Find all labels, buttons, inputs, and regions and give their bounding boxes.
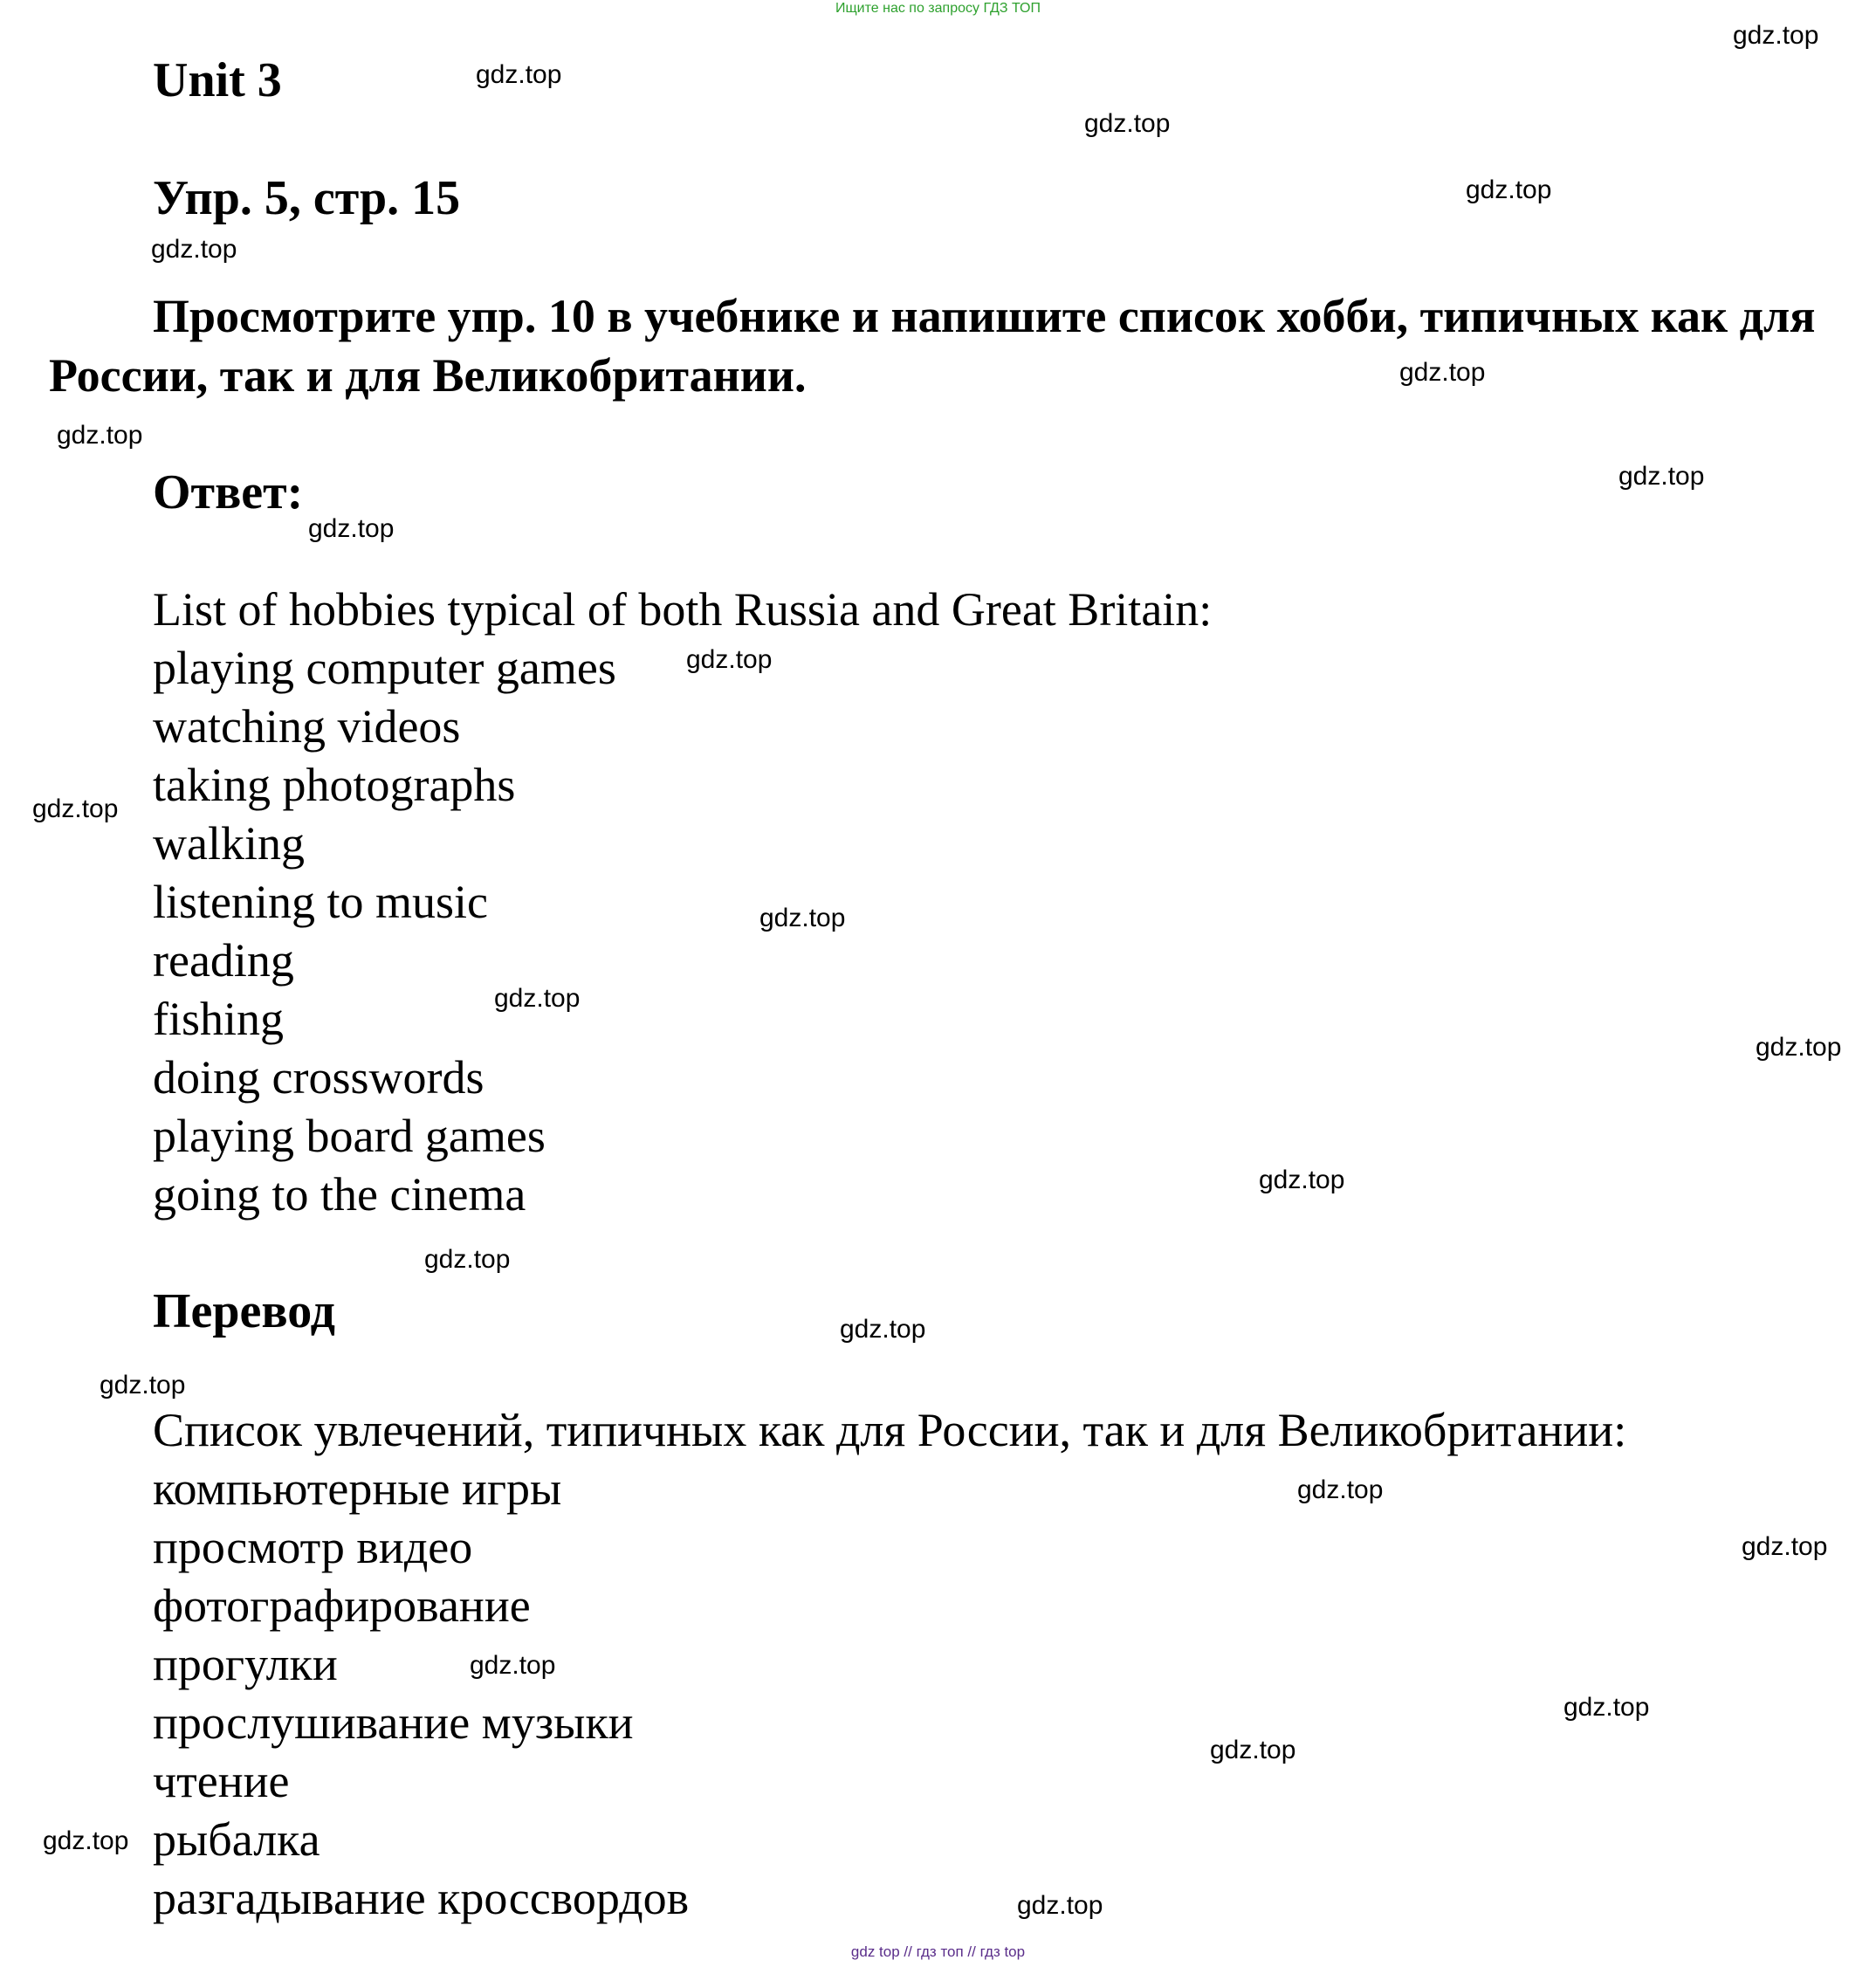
watermark: gdz.top <box>43 1826 129 1855</box>
answer-item: playing computer games <box>153 642 616 694</box>
watermark: gdz.top <box>1084 109 1171 138</box>
translation-label: Перевод <box>153 1284 335 1338</box>
watermark: gdz.top <box>759 904 846 932</box>
answer-item: listening to music <box>153 876 488 928</box>
answer-item: playing board games <box>153 1110 546 1162</box>
answer-item: doing crosswords <box>153 1051 484 1104</box>
unit-title: Unit 3 <box>153 53 282 107</box>
watermark: gdz.top <box>1742 1532 1828 1561</box>
watermark: gdz.top <box>424 1245 511 1274</box>
watermark: gdz.top <box>686 645 773 674</box>
answer-item: fishing <box>153 993 285 1045</box>
answer-item: watching videos <box>153 700 461 753</box>
watermark: gdz.top <box>1563 1693 1650 1722</box>
translation-intro: Список увлечений, типичных как для России, так и для Великобритании: <box>153 1404 1627 1456</box>
watermark: gdz.top <box>1466 175 1552 204</box>
task-text: Просмотрите упр. 10 в учебнике и напишите список хобби, типичных как для России, так и для Великобритании. <box>49 290 1816 402</box>
watermark: gdz.top <box>32 794 119 823</box>
watermark: gdz.top <box>1297 1475 1384 1504</box>
watermark: gdz.top <box>1210 1736 1296 1764</box>
watermark: gdz.top <box>494 984 581 1013</box>
answer-item: taking photographs <box>153 759 516 811</box>
top-banner: Ищите нас по запросу ГДЗ ТОП <box>835 1 1041 16</box>
watermark: gdz.top <box>100 1371 186 1400</box>
exercise-reference: Упр. 5, стр. 15 <box>153 171 461 225</box>
watermark: gdz.top <box>57 421 143 450</box>
watermark: gdz.top <box>308 514 395 543</box>
translation-item: прослушивание музыки <box>153 1696 634 1749</box>
translation-item: рыбалка <box>153 1813 320 1866</box>
watermark: gdz.top <box>476 60 562 89</box>
answer-label: Ответ: <box>153 465 304 519</box>
translation-item: фотографирование <box>153 1579 531 1632</box>
watermark: gdz.top <box>1399 358 1486 387</box>
translation-item: компьютерные игры <box>153 1462 562 1515</box>
watermark: gdz.top <box>1618 462 1705 491</box>
answer-item: going to the cinema <box>153 1168 526 1221</box>
translation-item: прогулки <box>153 1638 338 1690</box>
answer-item: walking <box>153 817 305 870</box>
watermark: gdz.top <box>470 1651 556 1680</box>
watermark: gdz.top <box>1733 21 1819 50</box>
answer-list <box>153 581 1212 1224</box>
translation-item: просмотр видео <box>153 1521 473 1573</box>
footer-watermark: gdz top // гдз топ // гдз top <box>850 1943 1026 1960</box>
watermark: gdz.top <box>151 235 237 264</box>
answer-item: reading <box>153 934 294 987</box>
watermark: gdz.top <box>840 1315 926 1344</box>
translation-list <box>153 1401 1626 1928</box>
watermark: gdz.top <box>1756 1033 1842 1062</box>
translation-item: чтение <box>153 1755 290 1807</box>
watermark: gdz.top <box>1017 1891 1103 1920</box>
watermark: gdz.top <box>1259 1166 1345 1194</box>
answer-intro: List of hobbies typical of both Russia and Great Britain: <box>153 583 1213 636</box>
translation-item: разгадывание кроссвордов <box>153 1872 690 1924</box>
